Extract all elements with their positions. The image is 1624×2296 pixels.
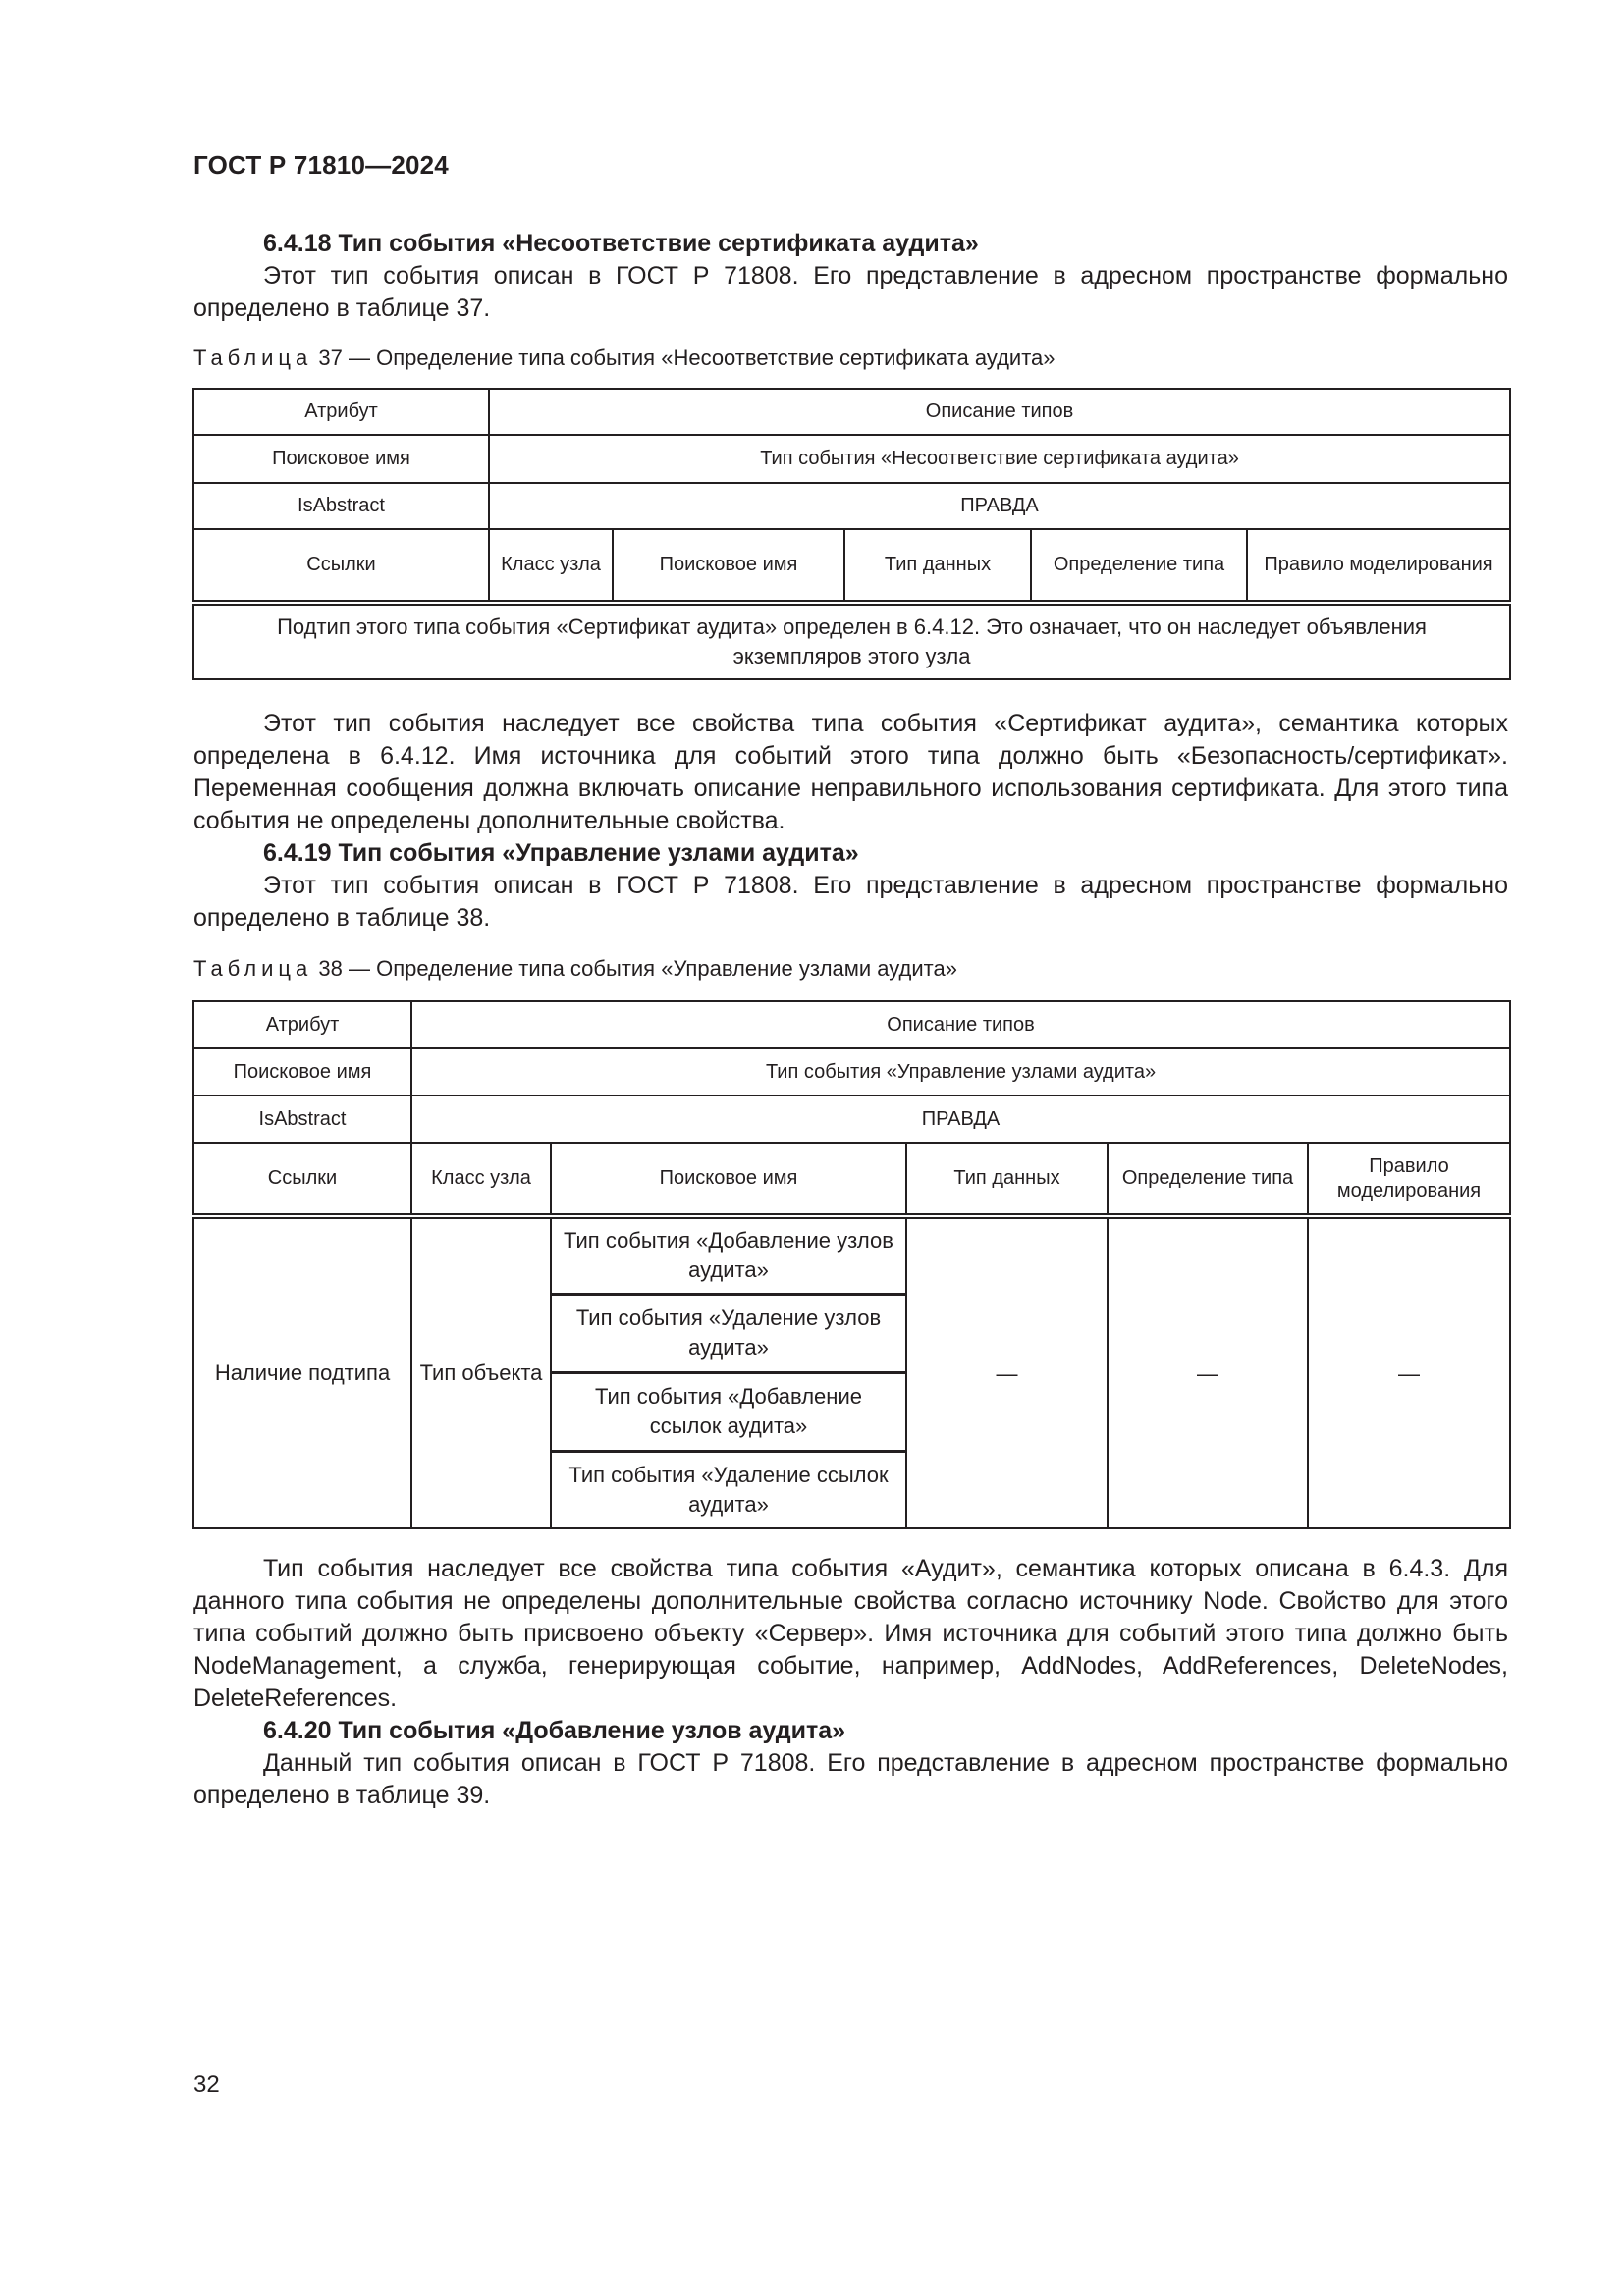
col-data-type: Тип данных <box>844 529 1031 603</box>
is-abstract-label-cell: IsAbstract <box>193 1095 411 1143</box>
col-node-class: Класс узла <box>489 529 613 603</box>
col-browse-name: Поисковое имя <box>551 1143 906 1216</box>
table-37 <box>192 388 1511 680</box>
references-header-row <box>193 529 1510 603</box>
table-38 <box>192 1000 1511 1529</box>
attribute-value-cell: Описание типов <box>489 389 1510 435</box>
section-6-4-19 <box>193 708 1508 934</box>
table-row <box>193 483 1510 529</box>
col-data-type: Тип данных <box>906 1143 1108 1216</box>
attribute-label-cell: Атрибут <box>193 389 489 435</box>
table-row <box>193 1001 1510 1048</box>
section-heading: 6.4.18 Тип события «Несоответствие сертификата аудита» <box>263 230 979 257</box>
caption-label: Таблица <box>193 956 313 981</box>
is-abstract-value-cell: ПРАВДА <box>411 1095 1510 1143</box>
subtype-note-cell: Подтип этого типа события «Сертификат аудита» определен в 6.4.12. Это означает, что он наследует объявления экземпляров этого узла <box>193 603 1510 679</box>
col-node-class: Класс узла <box>411 1143 551 1216</box>
section-intro: Этот тип события описан в ГОСТ Р 71808. Его представление в адресном пространстве формально определено в таблице 38. <box>193 872 1508 932</box>
col-references: Ссылки <box>193 1143 411 1216</box>
section-intro: Данный тип события описан в ГОСТ Р 71808. Его представление в адресном пространстве формально определено в таблице 39. <box>193 1749 1508 1809</box>
col-type-definition: Определение типа <box>1031 529 1247 603</box>
page-number: 32 <box>193 2071 220 2098</box>
section-heading: 6.4.19 Тип события «Управление узлами аудита» <box>263 839 859 867</box>
table-row <box>193 389 1510 435</box>
browse-name-label-cell: Поисковое имя <box>193 435 489 483</box>
section-6-4-18 <box>193 228 1508 325</box>
is-abstract-value-cell: ПРАВДА <box>489 483 1510 529</box>
col-type-definition: Определение типа <box>1108 1143 1308 1216</box>
browse-name-cell: Тип события «Удаление ссылок аудита» <box>551 1451 906 1528</box>
browse-name-cell: Тип события «Добавление узлов аудита» <box>551 1216 906 1294</box>
attribute-label-cell: Атрибут <box>193 1001 411 1048</box>
references-header-row <box>193 1143 1510 1216</box>
section-6-4-20 <box>193 1553 1508 1812</box>
paragraph-after-table-37: Этот тип события наследует все свойства типа события «Сертификат аудита», семантика которых определена в 6.4.12. Имя источника для событий этого типа должно быть «Безопасность/сертификат». Переменная сообщения должна включать описание неправильного использования сертификата. Для этого типа события не определены дополнительные свойства. <box>193 710 1508 834</box>
caption-text: 37 — Определение типа события «Несоответствие сертификата аудита» <box>318 346 1056 370</box>
browse-name-value-cell: Тип события «Несоответствие сертификата аудита» <box>489 435 1510 483</box>
is-abstract-label-cell: IsAbstract <box>193 483 489 529</box>
table-row <box>193 603 1510 679</box>
data-type-cell: — <box>906 1216 1108 1528</box>
attribute-value-cell: Описание типов <box>411 1001 1510 1048</box>
document-id-header: ГОСТ Р 71810—2024 <box>193 150 449 180</box>
table-38-caption <box>193 954 957 984</box>
browse-name-cell: Тип события «Удаление узлов аудита» <box>551 1294 906 1372</box>
browse-name-value-cell: Тип события «Управление узлами аудита» <box>411 1048 1510 1095</box>
col-modelling-rule: Правило моделирования <box>1247 529 1510 603</box>
table-row <box>193 435 1510 483</box>
caption-text: 38 — Определение типа события «Управление узлами аудита» <box>318 956 957 981</box>
col-references: Ссылки <box>193 529 489 603</box>
modelling-rule-cell: — <box>1308 1216 1510 1528</box>
col-modelling-rule: Правило моделирования <box>1308 1143 1510 1216</box>
section-intro: Этот тип события описан в ГОСТ Р 71808. Его представление в адресном пространстве формально определено в таблице 37. <box>193 262 1508 322</box>
table-row <box>193 1095 1510 1143</box>
col-browse-name: Поисковое имя <box>613 529 844 603</box>
table-row <box>193 1048 1510 1095</box>
section-heading: 6.4.20 Тип события «Добавление узлов аудита» <box>263 1717 846 1744</box>
reference-type-cell: Наличие подтипа <box>193 1216 411 1528</box>
table-row <box>193 1216 1510 1294</box>
node-class-cell: Тип объекта <box>411 1216 551 1528</box>
browse-name-cell: Тип события «Добавление ссылок аудита» <box>551 1372 906 1451</box>
type-definition-cell: — <box>1108 1216 1308 1528</box>
table-37-caption <box>193 344 1056 373</box>
browse-name-label-cell: Поисковое имя <box>193 1048 411 1095</box>
caption-label: Таблица <box>193 346 313 370</box>
paragraph-after-table-38: Тип события наследует все свойства типа события «Аудит», семантика которых описана в 6.4.3. Для данного типа события не определены дополнительные свойства согласно источнику Node. Свойство для этого типа событий должно быть присвоено объекту «Сервер». Имя источника для событий этого типа должно быть NodeManagement, а служба, генерирующая событие, например, AddNodes, AddReferences, DeleteNodes, DeleteReferences. <box>193 1555 1508 1712</box>
